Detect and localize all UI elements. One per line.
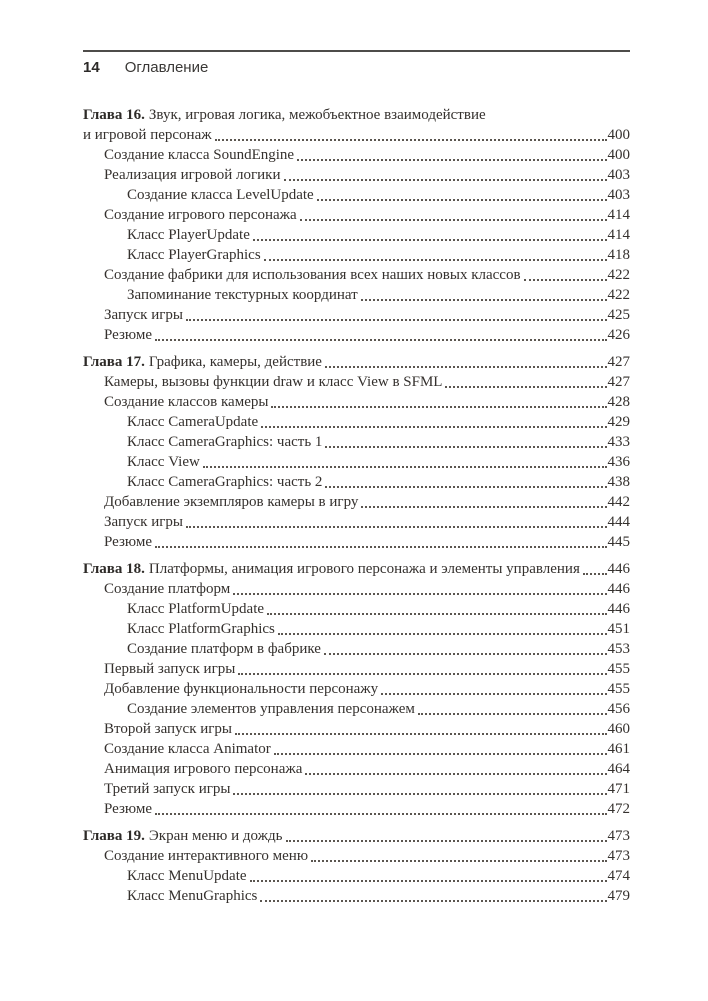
toc-entry-label: Добавление функциональности персонажу: [104, 681, 379, 697]
toc-entry: [83, 432, 630, 452]
toc-chapter-heading: [83, 826, 630, 846]
chapter-number-label: Глава 19.: [83, 828, 145, 844]
leader-dots: [264, 259, 607, 261]
toc-entry-label: Создание интерактивного меню: [104, 848, 309, 864]
leader-dots: [325, 366, 607, 368]
page-number: 400: [607, 127, 630, 143]
page-number: 442: [607, 494, 630, 510]
toc-entry-label: Класс PlayerGraphics: [127, 247, 261, 263]
toc-entry: [83, 759, 630, 779]
toc-entry: [83, 325, 630, 345]
leader-dots: [311, 860, 606, 862]
leader-dots: [297, 159, 606, 161]
leader-dots: [155, 339, 606, 341]
leader-dots: [260, 900, 606, 902]
leader-dots: [418, 713, 607, 715]
page-number: 414: [607, 207, 630, 223]
toc-entry-label: Создание игрового персонажа: [104, 207, 297, 223]
leader-dots: [524, 279, 607, 281]
toc-entry-label: Резюме: [104, 327, 153, 343]
page-number: 451: [607, 621, 630, 637]
toc-entry-label: Класс View: [127, 454, 200, 470]
page-number: 403: [607, 187, 630, 203]
toc-entry-label: Резюме: [104, 534, 153, 550]
toc-entry-label: Анимация игрового персонажа: [104, 761, 303, 777]
leader-dots: [274, 753, 607, 755]
chapter-title-label: Платформы, анимация игрового персонажа и элементы управления: [148, 561, 580, 577]
toc-chapter-section: [83, 352, 630, 552]
chapter-number-label: Глава 16.: [83, 107, 145, 123]
page-number: 473: [607, 828, 630, 844]
toc-entry-label: Камеры, вызовы функции draw и класс View в SFML: [104, 374, 443, 390]
header-divider: [83, 50, 630, 52]
chapter-title-label: Графика, камеры, действие: [148, 354, 322, 370]
leader-dots: [233, 593, 606, 595]
page-number: 433: [607, 434, 630, 450]
leader-dots: [381, 693, 606, 695]
toc-entry: [83, 846, 630, 866]
page-number: 446: [607, 561, 630, 577]
toc-chapter-section: [83, 826, 630, 906]
toc-entry-label: Третий запуск игры: [104, 781, 231, 797]
page-number: 460: [607, 721, 630, 737]
toc-entry-label: Добавление экземпляров камеры в игру: [104, 494, 359, 510]
toc-entry: [83, 699, 630, 719]
toc-entry: [83, 145, 630, 165]
chapter-title-wrap-label: и игровой персонаж: [83, 127, 212, 143]
chapter-title-label: Звук, игровая логика, межобъектное взаимодействие: [148, 107, 486, 123]
toc-chapter-heading-wrap: [83, 125, 630, 145]
toc-entry: [83, 185, 630, 205]
leader-dots: [361, 299, 607, 301]
leader-dots: [235, 733, 606, 735]
page-number: 446: [607, 581, 630, 597]
page-number: 428: [607, 394, 630, 410]
leader-dots: [305, 773, 606, 775]
toc-entry-label: Класс MenuUpdate: [127, 868, 247, 884]
toc-entry-label: Запуск игры: [104, 514, 183, 530]
page-header: [83, 58, 630, 77]
toc-entry-label: Второй запуск игры: [104, 721, 233, 737]
page-number: 429: [607, 414, 630, 430]
toc-chapter-section: [83, 105, 630, 345]
toc-entry-label: Класс PlatformGraphics: [127, 621, 275, 637]
page-number: 479: [607, 888, 630, 904]
page-number: 403: [607, 167, 630, 183]
page-number: 426: [607, 327, 630, 343]
toc-entry: [83, 532, 630, 552]
page-number: 422: [607, 287, 630, 303]
toc-entry-label: Создание класса LevelUpdate: [127, 187, 314, 203]
toc-entry: [83, 372, 630, 392]
page-number: 414: [607, 227, 630, 243]
toc-entry-label: Резюме: [104, 801, 153, 817]
page-number: 471: [607, 781, 630, 797]
leader-dots: [324, 653, 607, 655]
leader-dots: [253, 239, 607, 241]
toc-entry-label: Класс PlayerUpdate: [127, 227, 250, 243]
toc-entry: [83, 165, 630, 185]
toc-entry-label: Реализация игровой логики: [104, 167, 281, 183]
toc-chapter-section: [83, 559, 630, 819]
toc-entry: [83, 285, 630, 305]
toc-entry-label: Создание класса Animator: [104, 741, 271, 757]
leader-dots: [271, 406, 606, 408]
toc-entry: [83, 799, 630, 819]
page-number: 438: [607, 474, 630, 490]
toc-entry: [83, 679, 630, 699]
page-number: 472: [607, 801, 630, 817]
toc-entry: [83, 779, 630, 799]
leader-dots: [186, 526, 607, 528]
leader-dots: [155, 546, 606, 548]
toc-entry-label: Класс CameraGraphics: часть 2: [127, 474, 323, 490]
toc-entry-label: Создание платформ в фабрике: [127, 641, 321, 657]
toc-entry: [83, 492, 630, 512]
toc-entry: [83, 265, 630, 285]
toc-entry-label: Запоминание текстурных координат: [127, 287, 358, 303]
page-number: 455: [607, 661, 630, 677]
page-number: 418: [607, 247, 630, 263]
leader-dots: [215, 139, 607, 141]
header-page-number: 14: [83, 59, 100, 76]
leader-dots: [278, 633, 607, 635]
toc-entry-label: Запуск игры: [104, 307, 183, 323]
toc-entry: [83, 205, 630, 225]
leader-dots: [155, 813, 606, 815]
leader-dots: [233, 793, 606, 795]
chapter-title-label: Экран меню и дождь: [148, 828, 283, 844]
toc-entry-label: Создание платформ: [104, 581, 231, 597]
leader-dots: [583, 573, 607, 575]
toc-chapter-heading: [83, 105, 630, 125]
leader-dots: [325, 446, 606, 448]
page-number: 453: [607, 641, 630, 657]
leader-dots: [186, 319, 607, 321]
chapter-number-label: Глава 18.: [83, 561, 145, 577]
toc-entry-label: Первый запуск игры: [104, 661, 236, 677]
leader-dots: [361, 506, 606, 508]
page-number: 425: [607, 307, 630, 323]
toc-entry: [83, 886, 630, 906]
toc-entry: [83, 512, 630, 532]
page-number: 455: [607, 681, 630, 697]
leader-dots: [284, 179, 607, 181]
toc-entry: [83, 452, 630, 472]
page-number: 427: [607, 354, 630, 370]
page-number: 400: [607, 147, 630, 163]
header-title: Оглавление: [124, 59, 209, 76]
page-number: 427: [607, 374, 630, 390]
page-number: 436: [607, 454, 630, 470]
toc-entry: [83, 579, 630, 599]
toc-entry-label: Создание фабрики для использования всех наших новых классов: [104, 267, 521, 283]
toc-entry-label: Создание класса SoundEngine: [104, 147, 295, 163]
page-number: 446: [607, 601, 630, 617]
toc-entry: [83, 225, 630, 245]
toc-entry: [83, 392, 630, 412]
leader-dots: [238, 673, 606, 675]
toc-entry: [83, 659, 630, 679]
chapter-number-label: Глава 17.: [83, 354, 145, 370]
leader-dots: [250, 880, 607, 882]
page-number: 473: [607, 848, 630, 864]
toc-chapter-heading: [83, 352, 630, 372]
leader-dots: [325, 486, 606, 488]
toc-entry-label: Создание элементов управления персонажем: [127, 701, 415, 717]
toc-entry: [83, 739, 630, 759]
toc-entry: [83, 866, 630, 886]
toc-entry-label: Класс CameraUpdate: [127, 414, 259, 430]
leader-dots: [203, 466, 607, 468]
leader-dots: [261, 426, 606, 428]
page-number: 445: [607, 534, 630, 550]
leader-dots: [267, 613, 606, 615]
toc-entry-label: Класс PlatformUpdate: [127, 601, 265, 617]
page-number: 456: [607, 701, 630, 717]
leader-dots: [300, 219, 607, 221]
leader-dots: [445, 386, 606, 388]
toc-entry-label: Создание классов камеры: [104, 394, 269, 410]
leader-dots: [317, 199, 607, 201]
toc-entry-label: Класс CameraGraphics: часть 1: [127, 434, 323, 450]
toc-entry-label: Класс MenuGraphics: [127, 888, 258, 904]
toc-list: [83, 105, 630, 906]
toc-entry: [83, 599, 630, 619]
page-number: 464: [607, 761, 630, 777]
toc-chapter-heading: [83, 559, 630, 579]
toc-entry: [83, 245, 630, 265]
page-number: 461: [607, 741, 630, 757]
page-number: 422: [607, 267, 630, 283]
toc-entry: [83, 719, 630, 739]
leader-dots: [286, 840, 607, 842]
toc-entry: [83, 639, 630, 659]
toc-entry: [83, 619, 630, 639]
page-number: 444: [607, 514, 630, 530]
page-number: 474: [607, 868, 630, 884]
toc-entry: [83, 472, 630, 492]
toc-entry: [83, 305, 630, 325]
toc-entry: [83, 412, 630, 432]
